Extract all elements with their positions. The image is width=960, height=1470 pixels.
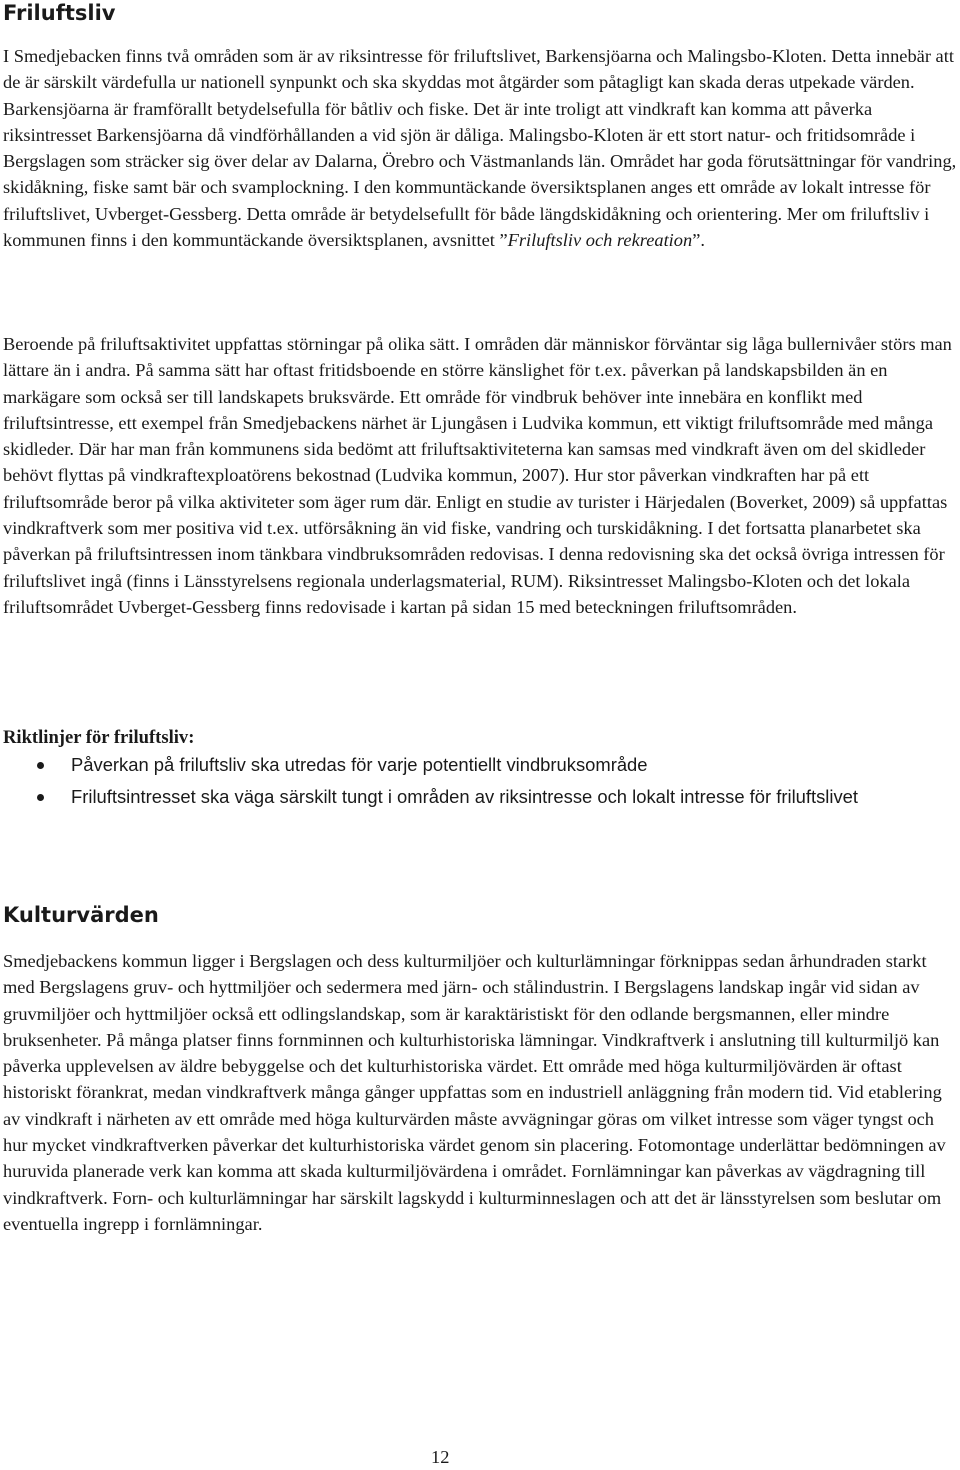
guideline-text: Påverkan på friluftsliv ska utredas för varje potentiellt vindbruksområde [71, 754, 648, 775]
section-heading-friluftsliv: Friluftsliv [3, 1, 116, 25]
section-heading-kulturvarden: Kulturvärden [3, 903, 159, 927]
page-number: 12 [431, 1447, 450, 1467]
guidelines-list [3, 752, 903, 815]
guideline-text: Friluftsintresset ska väga särskilt tungt i områden av riksintresse och lokalt intresse för friluftslivet [71, 785, 858, 807]
paragraph-text: I Smedjebacken finns två områden som är av riksintresse för friluftslivet, Barkensjöarna och Malingsbo-Kloten. Detta innebär att de är särskilt värdefulla ur nationell synpunkt och ska skyddas mot åtgärder som påtagligt kan skada deras utpekade värden. Barkensjöarna är framförallt betydelsefulla för båtliv och fiske. Det är inte troligt att vindkraft kan komma att påverka riksintresset Barkensjöarna då vindförhållanden a vid sjön är dåliga. Malingsbo-Kloten är ett stort natur- och fritidsområde i Bergslagen som sträcker sig över delar av Dalarna, Örebro och Västmanlands län. Området har goda förutsättningar för vandring, skidåkning, fiske samt bär och svamplockning. I den kommuntäckande översiktsplanen anges ett område av lokalt intresse för friluftslivet, Uvberget-Gessberg. Detta område är betydelsefullt för både längdskidåkning och orientering. Mer om friluftsliv i kommunen finns i den kommuntäckande översiktsplanen, avsnittet ” [3, 46, 957, 251]
bullet-icon [37, 794, 44, 801]
paragraph-text-end: ”. [692, 230, 705, 251]
guideline-item [3, 784, 903, 811]
guidelines-heading: Riktlinjer för friluftsliv: [3, 727, 195, 748]
bullet-icon [37, 762, 44, 769]
reference-section-title: Friluftsliv och rekreation [507, 230, 693, 251]
paragraph-friluftsliv-intro [3, 43, 958, 253]
guideline-item [3, 752, 903, 779]
paragraph-friluftsliv-disturbance: Beroende på friluftsaktivitet uppfattas störningar på olika sätt. I områden där människor förväntar sig låga bullernivåer störs man lättare än i andra. På samma sätt har oftast fritidsboende en större känslighet för t.ex. påverkan på landskapsbilden än en markägare som också ser till landskapets bruksvärde. Ett område för vindbruk behöver inte innebära en konflikt med friluftsintresse, ett exempel från Smedjebackens närhet är Ljungåsen i Ludvika kommun, ett viktigt friluftsområde med många skidleder. Där har man från kommunens sida bedömt att friluftsaktiviteterna kan samsas med vindkraft även om del skidleder behövt flyttas på vindkraftexploatörens bekostnad (Ludvika kommun, 2007). Hur stor påverkan vindkraften har på ett friluftsområde beror på vilka aktiviteter som äger rum där. Enligt en studie av turister i Härjedalen (Boverket, 2009) så uppfattas vindkraftverk som mer positiva vid t.ex. utförsåkning än vid fiske, vandring och turskidåkning. I det fortsatta planarbetet ska påverkan på friluftsintressen inom tänkbara vindbruksområden redovisas. I denna redovisning ska det också övriga intressen för friluftslivet ingå (finns i Länsstyrelsens regionala underlagsmaterial, RUM). Riksintresset Malingsbo-Kloten och det lokala friluftsområdet Uvberget-Gessberg finns redovisade i kartan på sidan 15 med beteckningen friluftsområden. [3, 334, 952, 617]
paragraph-kulturvarden: Smedjebackens kommun ligger i Bergslagen och dess kulturmiljöer och kulturlämningar förknippas sedan århundraden starkt med Bergslagens gruv- och hyttmiljöer och sedermera med järn- och stålindustrin. I Bergslagens landskap ingår vid sidan av gruvmiljöer och hyttmiljöer också ett odlingslandskap, som är karaktäristiskt för den odlande bergsmannen, eller mindre bruksenheter. På många platser finns fornminnen och kulturhistoriska lämningar. Vindkraftverk i anslutning till kulturmiljö kan påverka upplevelsen av äldre bebyggelse och det kulturhistoriska värdet. Ett område med höga kulturmiljövärden är oftast historiskt förankrat, medan vindkraftverk många gånger uppfattas som en industriell anläggning från modern tid. Vid etablering av vindkraft i närheten av ett område med höga kulturvärden måste avvägningar göras om vilket intresse som väger tyngst och hur mycket vindkraftverken påverkar det kulturhistoriska värdet genom sin placering. Fotomontage underlättar bedömningen av huruvida planerade verk kan komma att skada kulturmiljövärdena i området. Fornlämningar kan påverkas av vägdragning till vindkraftverk. Forn- och kulturlämningar har särskilt lagskydd i kulturminneslagen och att det är länsstyrelsen som beslutar om eventuella ingrepp i fornlämningar. [3, 951, 946, 1234]
